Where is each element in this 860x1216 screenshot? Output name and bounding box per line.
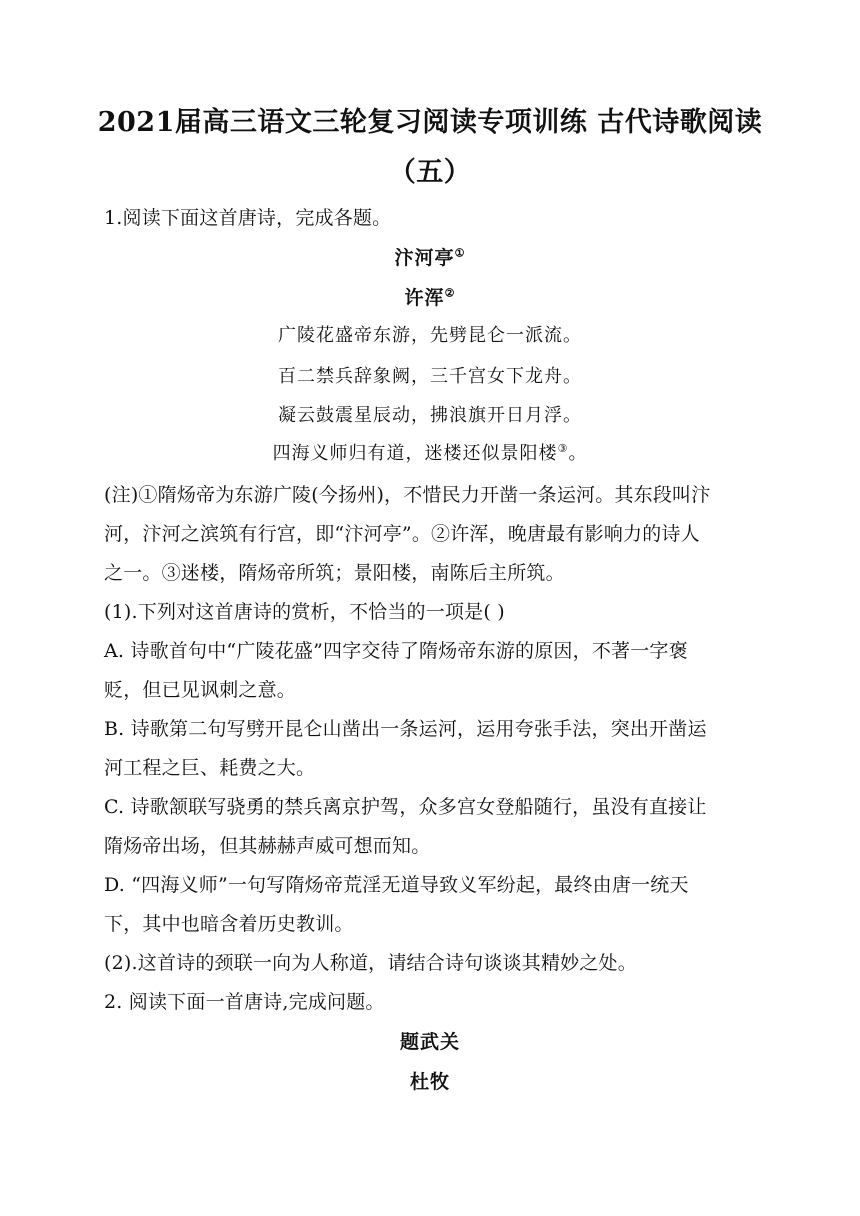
document-title-subtitle: （五） (388, 157, 472, 188)
poem-1-note-line-2: 河，汴河之滨筑有行宫，即“汴河亭”。②许浑，晚唐最有影响力的诗人 (104, 523, 700, 545)
option-b-line-1: B. 诗歌第二句写劈开昆仑山凿出一条运河，运用夸张手法，突出开凿运 (104, 718, 707, 740)
poem-2-title: 题武关 (399, 1031, 460, 1053)
poem-1-note-line-3: 之一。③迷楼，隋炀帝所筑；景阳楼，南陈后主所筑。 (104, 562, 565, 584)
poem-1-title-footnote-mark: ① (454, 246, 466, 260)
option-a-line-2: 贬，但已见讽刺之意。 (104, 679, 297, 701)
question-1-intro: 1.阅读下面这首唐诗，完成各题。 (104, 207, 392, 229)
option-c-line-1: C. 诗歌颔联写骁勇的禁兵离京护驾，众多宫女登船随行，虽没有直接让 (104, 796, 707, 818)
option-d-line-1: D. “四海义师”一句写隋炀帝荒淫无道导致义军纷起，最终由唐一统天 (104, 874, 689, 896)
poem-1-line-2: 百二禁兵辞象阙，三千宫女下龙舟。 (278, 366, 582, 387)
poem-1-note-line-1: (注)①隋炀帝为东游广陵(今扬州)，不惜民力开凿一条运河。其东段叫汴 (104, 484, 711, 506)
poem-1-line-1: 广陵花盛帝东游，先劈昆仑一派流。 (278, 325, 582, 346)
question-2-intro: 2. 阅读下面一首唐诗,完成问题。 (104, 991, 385, 1013)
poem-1-author (0, 284, 860, 312)
option-a-line-1: A. 诗歌首句中“广陵花盛”四字交待了隋炀帝东游的原因，不著一字褒 (104, 640, 688, 662)
poem-1-line-3: 凝云鼓震星辰动，拂浪旗开日月浮。 (278, 405, 582, 426)
poem-1-title-text: 汴河亭 (394, 247, 455, 269)
poem-2-author: 杜牧 (409, 1071, 450, 1093)
poem-1-title (0, 244, 860, 272)
option-b-line-2: 河工程之巨、耗费之大。 (104, 757, 316, 779)
option-c-line-2: 隋炀帝出场，但其赫赫声威可想而知。 (104, 835, 431, 857)
poem-1-author-footnote-mark: ② (444, 286, 456, 300)
poem-1-line-4-text: 四海义师归有道，迷楼还似景阳楼 (272, 443, 558, 464)
poem-1-author-text: 许浑 (404, 287, 445, 309)
subquestion-2-stem: (2).这首诗的颈联一向为人称道，请结合诗句谈谈其精妙之处。 (104, 952, 637, 974)
poem-1-line-4-end: 。 (568, 443, 588, 464)
poem-1-line-4-footnote-mark: ③ (557, 442, 569, 455)
subquestion-1-stem: (1).下列对这首唐诗的赏析，不恰当的一项是( ) (104, 601, 505, 623)
document-title: 2021届高三语文三轮复习阅读专项训练 古代诗歌阅读 (97, 107, 763, 138)
option-d-line-2: 下，其中也暗含着历史教训。 (104, 913, 354, 935)
poem-1-line-4 (0, 440, 860, 468)
